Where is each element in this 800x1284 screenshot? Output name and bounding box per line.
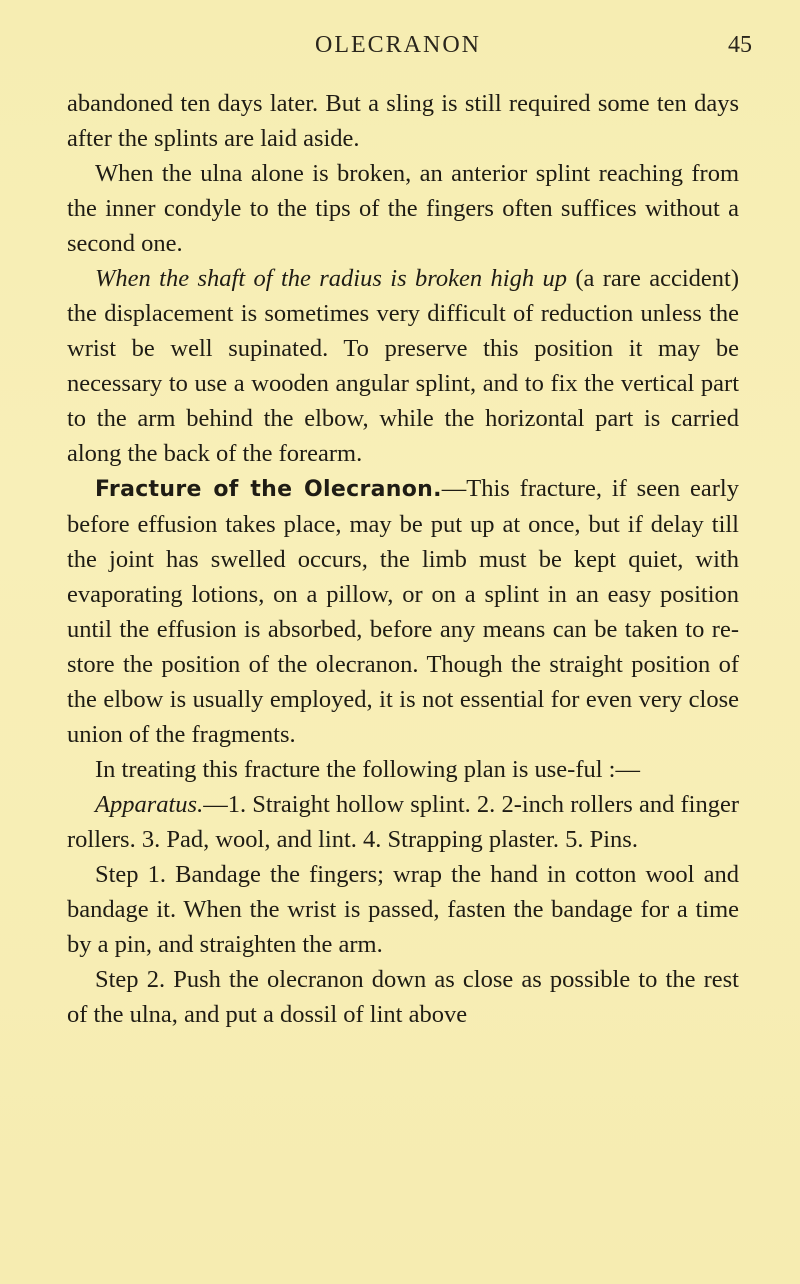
olecranon-text: —This fracture, if seen early before effusion takes place, may be put up at once, but if delay till the joint has swelled occurs, the limb must be kept quiet, with evaporating lotions, on a pillow, or on a splint in an easy position until the effusion is absorbed, before any means can be taken to re-store the position of the olecranon. Though the straight position of the elbow is usually employed, it is not essential for even very close union of the fragments. [67,475,739,748]
paragraph-ulna: When the ulna alone is broken, an anterior splint reaching from the inner condyle to the tips of the fingers often suffices without a second one. [67,160,739,257]
body-text [67,86,739,1032]
section-heading: Fracture of the Olecranon. [95,477,442,502]
paragraph-apparatus [67,787,739,857]
page-number: 45 [728,32,752,58]
radius-text: (a rare accident) the displacement is sometimes very difficult of reduction unless the wrist be well supinated. To preserve this position it may be necessary to use a wooden angular splint, and to fix the vertical part to the arm behind the elbow, while the horizontal part is carried along the back of the forearm. [67,265,739,467]
paragraph-radius [67,261,739,471]
paragraph-continuation: abandoned ten days later. But a sling is still required some ten days after the splints are laid aside. [67,90,739,152]
paragraph-step-1: Step 1. Bandage the fingers; wrap the hand in cotton wool and bandage it. When the wrist is passed, fasten the bandage for a time by a pin, and straighten the arm. [67,861,739,958]
running-title: OLECRANON [315,32,481,58]
paragraph-step-2: Step 2. Push the olecranon down as close as possible to the rest of the ulna, and put a dossil of lint above [67,966,739,1028]
radius-italic-lead: When the shaft of the radius is broken high up [95,265,567,292]
apparatus-label: Apparatus. [95,791,204,818]
running-head [0,28,800,64]
apparatus-list: —1. Straight hollow splint. 2. 2-inch rollers and finger rollers. 3. Pad, wool, and lint. 4. Strapping plaster. 5. Pins. [67,791,739,853]
paragraph-olecranon [67,471,739,752]
paragraph-plan: In treating this fracture the following plan is use-ful :— [95,756,640,783]
